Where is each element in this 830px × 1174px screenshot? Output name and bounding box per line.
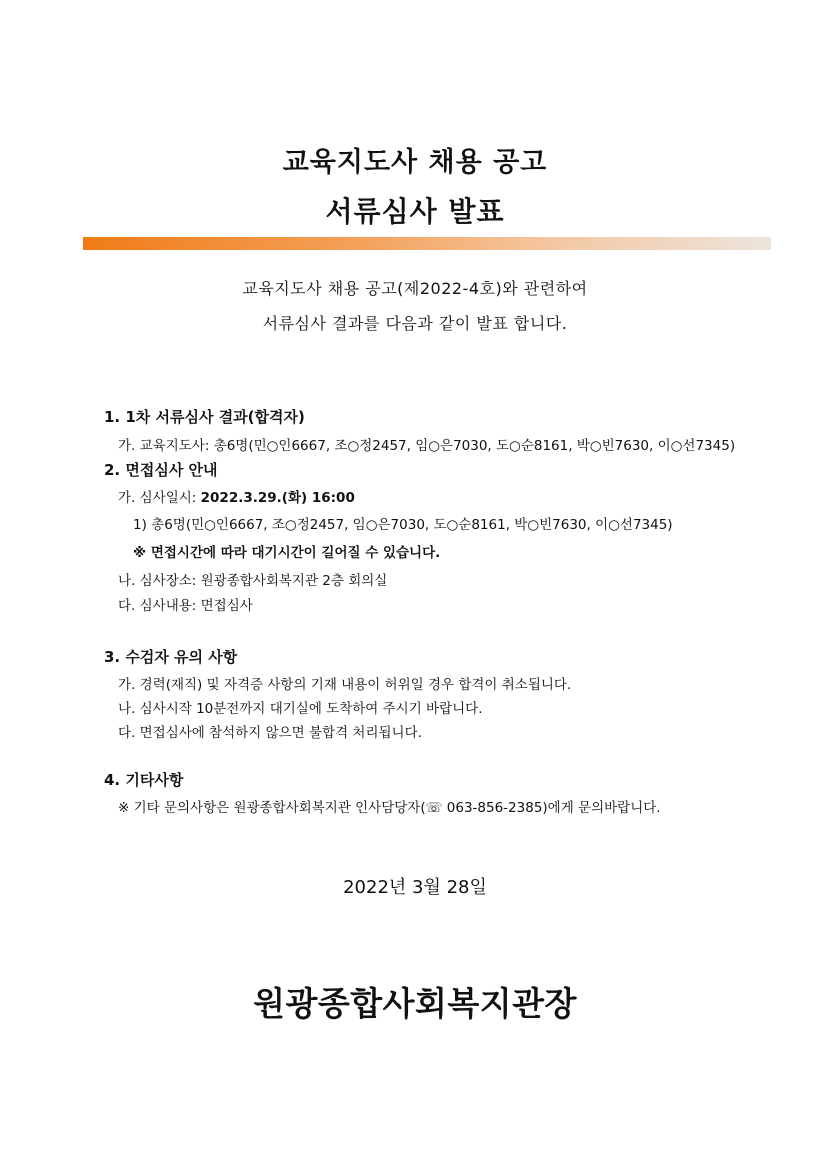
- document-subtitle: 서류심사 발표: [325, 195, 505, 228]
- announcement-date: 2022년 3월 28일: [343, 877, 487, 898]
- caution-item-2: 나. 심사시작 10분전까지 대기실에 도착하여 주시기 바랍니다.: [118, 701, 483, 717]
- issuer-signature: 원광종합사회복지관장: [253, 984, 577, 1023]
- section4-heading: 4. 기타사항: [104, 771, 184, 789]
- intro-line-2: 서류심사 결과를 다음과 같이 발표 합니다.: [262, 314, 568, 333]
- section1-passers: 가. 교육지도사: 총6명(민○인6667, 조○정2457, 임○은7030, 도○순8161, 박○빈7630, 이○선7345): [118, 438, 736, 454]
- interview-candidates: 1) 총6명(민○인6667, 조○정2457, 임○은7030, 도○순8161, 박○빈7630, 이○선7345): [133, 517, 673, 533]
- document-title: 교육지도사 채용 공고: [282, 147, 548, 178]
- interview-place: 나. 심사장소: 원광종합사회복지관 2층 회의실: [118, 573, 388, 589]
- orange-divider: [83, 237, 771, 250]
- interview-wait-note: ※ 면접시간에 따라 대기시간이 길어질 수 있습니다.: [133, 545, 441, 561]
- section2-heading: 2. 면접심사 안내: [104, 461, 218, 479]
- caution-item-1: 가. 경력(재직) 및 자격증 사항의 기재 내용이 허위일 경우 합격이 취소됩니다.: [118, 677, 572, 693]
- caution-item-3: 다. 면접심사에 참석하지 않으면 불합격 처리됩니다.: [118, 725, 422, 741]
- interview-date-label: 가. 심사일시:: [118, 490, 201, 506]
- section1-heading: 1. 1차 서류심사 결과(합격자): [104, 408, 305, 426]
- contact-note: ※ 기타 문의사항은 원광종합사회복지관 인사담당자(☏ 063-856-2385)에게 문의바랍니다.: [118, 800, 661, 816]
- interview-date-value: 2022.3.29.(화) 16:00: [200, 490, 355, 506]
- interview-date: [118, 486, 355, 506]
- intro-line-1: 교육지도사 채용 공고(제2022-4호)와 관련하여: [242, 279, 588, 298]
- section3-heading: 3. 수검자 유의 사항: [104, 648, 238, 666]
- interview-content: 다. 심사내용: 면접심사: [118, 598, 253, 614]
